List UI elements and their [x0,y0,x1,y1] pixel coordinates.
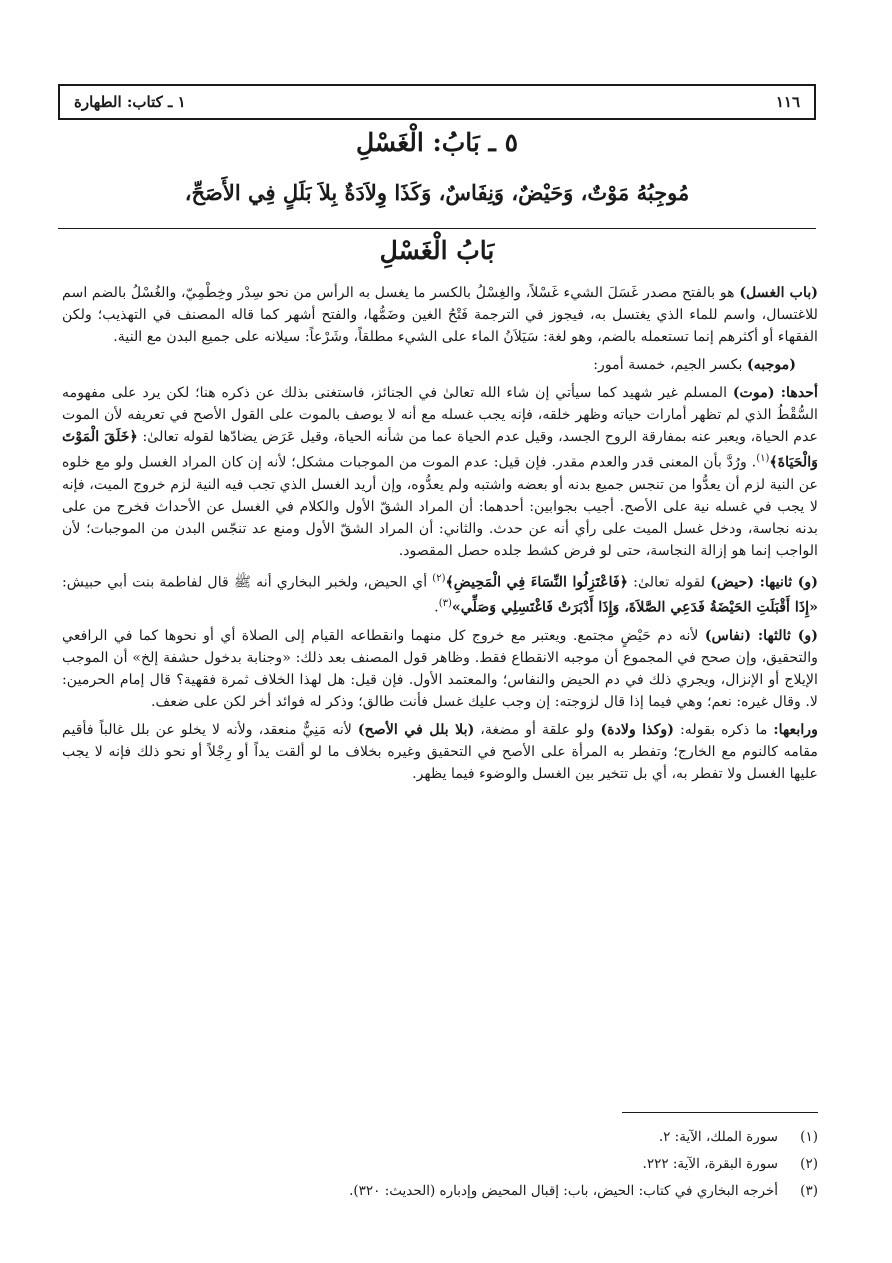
paragraph-6 [62,719,818,785]
commentary-body [62,282,818,791]
footnote-number: (٣) [800,1183,818,1199]
paragraph-lead: (و) ثانيها: (حيض) [710,574,818,591]
paragraph-text: . ورُدَّ بأن المعنى قدر والعدم مقدر. فإن قيل: عدم الموت من الموجبات مشكل؛ لأنه إن كان المراد الغسل ولو مع خلوه عن النية لزم أن يعدُّوا من تنجس جميع بدنه أو بعضه واشتبه ولم يعدُّوه، وإن أريد الغسل الذي تجب فيه النية لزم خروج الميت، فإنه لا يجب في غسله نية على الأصح. أجيب بجوابين: أحدهما: أن المراد الشقّ الأول والكلام في الغسل عن الأحداث فخرج من على بدنه نجاسة، ودخل غسل الميت على رأي أنه عن حدث. والثاني: أن المراد الشقّ الأول ومنع عد تنجّس البدن من الموجبات؛ لأن الواجب إنما هو إزالة النجاسة، حتى لو فرض كشط جلده حصل المقصود. [62,454,818,559]
paragraph-5 [62,625,818,713]
paragraph-lead: (باب الغسل) [739,285,818,301]
footnote-item [62,1178,818,1205]
paragraph-text: بكسر الجيم، خمسة أمور: [593,357,747,373]
section-title: بَابُ الْغَسْلِ [379,236,495,265]
paragraph-text: أي الحيض، ولخبر البخاري أنه ﷺ قال لفاطمة بنت أبي حبيش: [62,574,433,591]
paragraph-text: ما ذكره بقوله: [674,722,774,739]
paragraph-text: لأنه دم حَيْضٍ مجتمع. ويعتبر مع خروج كل منهما وانقطاعه القيام إلى الصلاة أي أو نحوها كما في الرافعي والتحقيق، وإن صحح في المجموع أن موجبه الانقطاع فقط. وظاهر قول المصنف بعد ذلك: «وجنابة بدخول حشفة إلخ» أن الموجب الإيلاج أو الإنزال، ويجري ذلك في دم الحيض والنفاس؛ والمعتمد الأول. فإن قيل: هل لهذا الخلاف ثمرة فقهية؟ قال إمام الحرمين: لا. وقال غيره: نعم؛ وهي فيما إذا قال لزوجته: إن وجب عليك غسل فأنت طالق؛ وذكر له فوائد أخر لكن على ضعف. [62,628,818,711]
running-title: ١ ـ كتاب: الطهارة [74,93,186,111]
page-header [58,84,816,120]
quran-quote: ﴿فَاعْتَزِلُوا النِّسَاءَ فِي الْمَحِيضِ﴾ [445,574,629,591]
matn-quote: (بلا بلل في الأصح) [357,722,475,739]
divider-line [58,228,816,229]
hadith-quote: «إِذَا أَقْبَلَتِ الحَيْضَةُ فَدَعِي الصَّلاَةَ، وَإِذَا أَدْبَرَتْ فَاغْتَسِلِي وَصَلِّي» [451,600,818,617]
footnote-text: سورة البقرة، الآية: ٢٢٢. [642,1156,778,1172]
paragraph-lead: (موجبه) [746,357,796,373]
chapter-title: ٥ ـ بَابُ: الْغَسْلِ [355,128,519,157]
paragraph-lead: أحدها: (موت) [732,385,818,401]
verse-line: مُوجِبُهُ مَوْتٌ، وَحَيْضٌ، وَنِفَاسٌ، وَكَذَا وِلاَدَةٌ بِلاَ بَلَلٍ فِي الأَصَحِّ، [184,180,690,205]
footnote-item [62,1151,818,1178]
footnote-divider [622,1112,818,1113]
footnote-text: أخرجه البخاري في كتاب: الحيض، باب: إقبال المحيض وإدباره (الحديث: ٣٢٠). [349,1183,778,1199]
footnote-ref: (١) [756,453,770,464]
paragraph-text: . [434,600,439,617]
matn-quote: (وكذا ولادة) [600,722,674,739]
footnote-number: (٢) [800,1156,818,1172]
paragraph-text: المسلم غير شهيد كما سيأتي إن شاء الله تعالىٰ في الجنائز، فاستغنى بذلك عن ذكره هنا؛ لكن يرد على مفهومه السُّقْطُ الذي لم تظهر أمارات حياته وظهر خلقه، فإنه يجب غسله مع أنه لا يوصف بالموت على القول الأصح في تعريفه لأن الموت عدم الحياة، ويعبر عنه بمفارقة الروح الجسد، وقيل عدم الحياة عما من شأنه الحياة، وقيل عَرَض يضادّها لقوله تعالىٰ: [62,385,818,445]
page-number: ١١٦ [775,93,800,111]
paragraph-text: لقوله تعالىٰ: [628,574,711,591]
quran-quote: ﴿خَلَقَ الْمَوْتَ وَالْحَيَاةَ﴾ [62,429,818,471]
paragraph-1 [62,282,818,348]
footnote-ref: (٣) [438,598,452,610]
footnote-ref: (٢) [432,572,446,584]
footnote-item [62,1124,818,1151]
paragraph-3 [62,382,818,562]
paragraph-lead: ورابعها: [773,722,818,739]
footnote-text: سورة الملك، الآية: ٢. [658,1129,778,1145]
paragraph-text: ولو علقة أو مضغة، [474,722,601,739]
paragraph-4 [62,568,818,619]
paragraph-lead: (و) ثالثها: (نفاس) [704,628,818,645]
footnotes [62,1124,818,1205]
paragraph-text: هو بالفتح مصدر غَسَلَ الشيء غَسْلاً، والغِسْلُ بالكسر ما يغسل به الرأس من نحو سِدْر وخِطْمِيّ، والغُسْلُ بالضم اسم للاغتسال، واسم للماء الذي يغتسل به، فيجوز في الترجمة فَتْحُ الغين وضَمُّها، والفتح أشهر كما قاله المصنف في التهذيب؛ ولكن الفقهاء أو أكثرهم إنما تستعمله بالضم، وهو لغة: سَيَلاَنُ الماء على الشيء مطلقاً، وشَرْعاً: سيلانه على جميع البدن مع النية. [62,285,818,345]
paragraph-2 [62,354,818,376]
paragraph-text: لأنه مَنِيٌّ منعقد، ولأنه لا يخلو عن بلل غالباً فأقيم مقامه كالنوم مع الخارج؛ وتفطر به المرأة على الأصح في التحقيق وغيره بخلاف ما لو ألقت يداً أو رِجْلاً أو نحو ذلك فإنه لا يجب عليها الغسل ولا تفطر به، أي بل تتخير بين الغسل والوضوء فيما يظهر. [62,722,818,783]
footnote-number: (١) [800,1129,818,1145]
